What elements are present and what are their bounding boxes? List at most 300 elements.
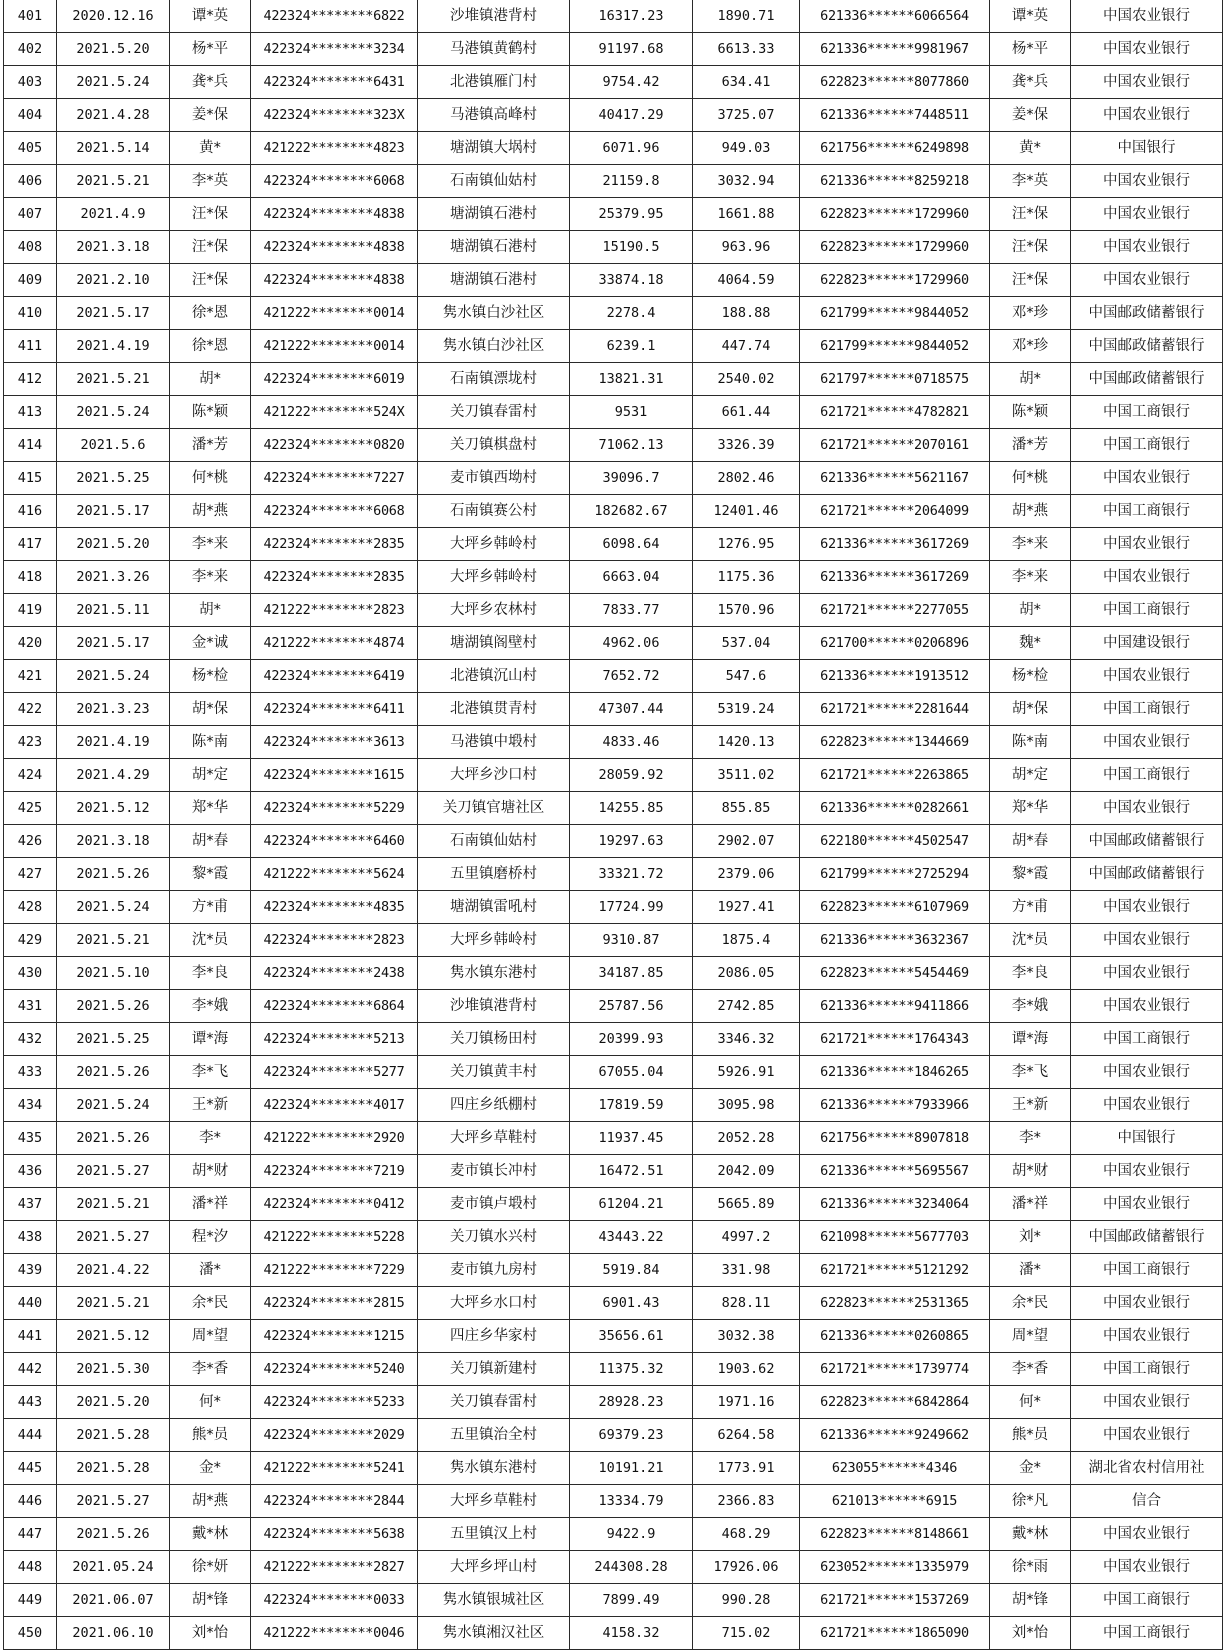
account-holder-cell: 陈*南 <box>990 726 1071 759</box>
name-cell: 程*汐 <box>170 1221 251 1254</box>
amount-cell: 34187.85 <box>570 957 693 990</box>
bank-cell: 中国农业银行 <box>1071 528 1223 561</box>
name-cell: 汪*保 <box>170 264 251 297</box>
row-number-cell: 412 <box>4 363 57 396</box>
id-number-cell: 422324********323X <box>251 99 418 132</box>
address-cell: 五里镇磨桥村 <box>418 858 570 891</box>
amount-cell: 11937.45 <box>570 1122 693 1155</box>
table-row <box>4 627 1223 660</box>
account-number-cell: 622823******6107969 <box>800 891 990 924</box>
id-number-cell: 422324********6864 <box>251 990 418 1023</box>
subsidy-cell: 2540.02 <box>693 363 800 396</box>
amount-cell: 25379.95 <box>570 198 693 231</box>
date-cell: 2021.5.12 <box>57 1320 170 1353</box>
table-row <box>4 462 1223 495</box>
id-number-cell: 422324********2835 <box>251 528 418 561</box>
subsidy-cell: 1971.16 <box>693 1386 800 1419</box>
address-cell: 关刀镇杨田村 <box>418 1023 570 1056</box>
address-cell: 隽水镇东港村 <box>418 957 570 990</box>
row-number-cell: 430 <box>4 957 57 990</box>
amount-cell: 13821.31 <box>570 363 693 396</box>
account-holder-cell: 金* <box>990 1452 1071 1485</box>
date-cell: 2021.5.20 <box>57 528 170 561</box>
id-number-cell: 422324********0412 <box>251 1188 418 1221</box>
account-number-cell: 621098******5677703 <box>800 1221 990 1254</box>
date-cell: 2021.5.11 <box>57 594 170 627</box>
table-row <box>4 297 1223 330</box>
name-cell: 谭*英 <box>170 0 251 33</box>
table-row <box>4 66 1223 99</box>
account-holder-cell: 熊*员 <box>990 1419 1071 1452</box>
date-cell: 2021.5.26 <box>57 1122 170 1155</box>
name-cell: 龚*兵 <box>170 66 251 99</box>
date-cell: 2021.5.26 <box>57 990 170 1023</box>
address-cell: 五里镇治全村 <box>418 1419 570 1452</box>
bank-cell: 中国工商银行 <box>1071 759 1223 792</box>
name-cell: 陈*颖 <box>170 396 251 429</box>
row-number-cell: 438 <box>4 1221 57 1254</box>
amount-cell: 2278.4 <box>570 297 693 330</box>
address-cell: 北港镇雁门村 <box>418 66 570 99</box>
name-cell: 胡* <box>170 594 251 627</box>
table-row <box>4 1056 1223 1089</box>
bank-cell: 中国工商银行 <box>1071 1023 1223 1056</box>
address-cell: 麦市镇九房村 <box>418 1254 570 1287</box>
row-number-cell: 437 <box>4 1188 57 1221</box>
amount-cell: 9531 <box>570 396 693 429</box>
date-cell: 2020.12.16 <box>57 0 170 33</box>
account-holder-cell: 刘* <box>990 1221 1071 1254</box>
name-cell: 李*来 <box>170 528 251 561</box>
row-number-cell: 431 <box>4 990 57 1023</box>
date-cell: 2021.2.10 <box>57 264 170 297</box>
amount-cell: 10191.21 <box>570 1452 693 1485</box>
name-cell: 胡*保 <box>170 693 251 726</box>
row-number-cell: 426 <box>4 825 57 858</box>
account-number-cell: 622823******1729960 <box>800 198 990 231</box>
row-number-cell: 427 <box>4 858 57 891</box>
id-number-cell: 422324********2815 <box>251 1287 418 1320</box>
bank-cell: 中国农业银行 <box>1071 165 1223 198</box>
row-number-cell: 433 <box>4 1056 57 1089</box>
table-row <box>4 0 1223 33</box>
bank-cell: 中国农业银行 <box>1071 924 1223 957</box>
id-number-cell: 422324********6068 <box>251 165 418 198</box>
account-holder-cell: 汪*保 <box>990 231 1071 264</box>
amount-cell: 6901.43 <box>570 1287 693 1320</box>
row-number-cell: 434 <box>4 1089 57 1122</box>
bank-cell: 中国农业银行 <box>1071 891 1223 924</box>
table-row <box>4 1287 1223 1320</box>
account-number-cell: 621336******0282661 <box>800 792 990 825</box>
account-holder-cell: 李* <box>990 1122 1071 1155</box>
amount-cell: 11375.32 <box>570 1353 693 1386</box>
address-cell: 隽水镇东港村 <box>418 1452 570 1485</box>
row-number-cell: 424 <box>4 759 57 792</box>
table-row <box>4 825 1223 858</box>
subsidy-cell: 963.96 <box>693 231 800 264</box>
id-number-cell: 422324********6068 <box>251 495 418 528</box>
table-row <box>4 1320 1223 1353</box>
address-cell: 五里镇汉上村 <box>418 1518 570 1551</box>
address-cell: 关刀镇黄丰村 <box>418 1056 570 1089</box>
row-number-cell: 449 <box>4 1584 57 1617</box>
table-row <box>4 528 1223 561</box>
date-cell: 2021.5.28 <box>57 1419 170 1452</box>
address-cell: 塘湖镇石港村 <box>418 264 570 297</box>
id-number-cell: 422324********7219 <box>251 1155 418 1188</box>
id-number-cell: 422324********5233 <box>251 1386 418 1419</box>
table-row <box>4 1188 1223 1221</box>
subsidy-cell: 1903.62 <box>693 1353 800 1386</box>
date-cell: 2021.5.28 <box>57 1452 170 1485</box>
subsidy-cell: 3346.32 <box>693 1023 800 1056</box>
date-cell: 2021.5.24 <box>57 891 170 924</box>
name-cell: 姜*保 <box>170 99 251 132</box>
name-cell: 胡*锋 <box>170 1584 251 1617</box>
table-row <box>4 429 1223 462</box>
account-number-cell: 621721******1764343 <box>800 1023 990 1056</box>
account-number-cell: 621721******1739774 <box>800 1353 990 1386</box>
amount-cell: 43443.22 <box>570 1221 693 1254</box>
date-cell: 2021.3.18 <box>57 231 170 264</box>
bank-cell: 中国农业银行 <box>1071 198 1223 231</box>
table-row <box>4 33 1223 66</box>
name-cell: 金* <box>170 1452 251 1485</box>
id-number-cell: 422324********5229 <box>251 792 418 825</box>
id-number-cell: 421222********4823 <box>251 132 418 165</box>
date-cell: 2021.4.19 <box>57 330 170 363</box>
account-holder-cell: 何* <box>990 1386 1071 1419</box>
name-cell: 胡*春 <box>170 825 251 858</box>
subsidy-cell: 1276.95 <box>693 528 800 561</box>
date-cell: 2021.5.27 <box>57 1221 170 1254</box>
subsidy-cell: 12401.46 <box>693 495 800 528</box>
table-row <box>4 1089 1223 1122</box>
row-number-cell: 409 <box>4 264 57 297</box>
table-row <box>4 1155 1223 1188</box>
bank-cell: 中国邮政储蓄银行 <box>1071 1221 1223 1254</box>
account-holder-cell: 谭*英 <box>990 0 1071 33</box>
table-row <box>4 957 1223 990</box>
address-cell: 关刀镇棋盘村 <box>418 429 570 462</box>
account-holder-cell: 李*来 <box>990 528 1071 561</box>
account-holder-cell: 胡*春 <box>990 825 1071 858</box>
address-cell: 隽水镇银城社区 <box>418 1584 570 1617</box>
account-holder-cell: 陈*颖 <box>990 396 1071 429</box>
date-cell: 2021.4.29 <box>57 759 170 792</box>
id-number-cell: 422324********4838 <box>251 198 418 231</box>
row-number-cell: 416 <box>4 495 57 528</box>
row-number-cell: 418 <box>4 561 57 594</box>
account-number-cell: 621700******0206896 <box>800 627 990 660</box>
subsidy-cell: 3326.39 <box>693 429 800 462</box>
amount-cell: 9310.87 <box>570 924 693 957</box>
name-cell: 李*香 <box>170 1353 251 1386</box>
bank-cell: 中国工商银行 <box>1071 495 1223 528</box>
address-cell: 塘湖镇雷吼村 <box>418 891 570 924</box>
table-row <box>4 264 1223 297</box>
name-cell: 胡*燕 <box>170 1485 251 1518</box>
row-number-cell: 441 <box>4 1320 57 1353</box>
row-number-cell: 404 <box>4 99 57 132</box>
bank-cell: 中国农业银行 <box>1071 1551 1223 1584</box>
account-number-cell: 621721******5121292 <box>800 1254 990 1287</box>
date-cell: 2021.5.24 <box>57 1089 170 1122</box>
row-number-cell: 403 <box>4 66 57 99</box>
row-number-cell: 435 <box>4 1122 57 1155</box>
account-holder-cell: 潘*芳 <box>990 429 1071 462</box>
amount-cell: 4158.32 <box>570 1617 693 1650</box>
name-cell: 潘*祥 <box>170 1188 251 1221</box>
address-cell: 马港镇中塅村 <box>418 726 570 759</box>
address-cell: 隽水镇湘汉社区 <box>418 1617 570 1650</box>
subsidy-cell: 3032.94 <box>693 165 800 198</box>
id-number-cell: 421222********0014 <box>251 297 418 330</box>
date-cell: 2021.3.18 <box>57 825 170 858</box>
bank-cell: 中国农业银行 <box>1071 792 1223 825</box>
amount-cell: 40417.29 <box>570 99 693 132</box>
address-cell: 隽水镇白沙社区 <box>418 297 570 330</box>
subsidy-cell: 3725.07 <box>693 99 800 132</box>
account-number-cell: 622823******1729960 <box>800 264 990 297</box>
subsidy-cell: 1570.96 <box>693 594 800 627</box>
row-number-cell: 439 <box>4 1254 57 1287</box>
bank-cell: 中国农业银行 <box>1071 1518 1223 1551</box>
date-cell: 2021.5.27 <box>57 1485 170 1518</box>
subsidy-cell: 2742.85 <box>693 990 800 1023</box>
name-cell: 杨*检 <box>170 660 251 693</box>
amount-cell: 6071.96 <box>570 132 693 165</box>
bank-cell: 中国农业银行 <box>1071 462 1223 495</box>
table-row <box>4 132 1223 165</box>
account-number-cell: 621756******8907818 <box>800 1122 990 1155</box>
address-cell: 麦市镇卢塅村 <box>418 1188 570 1221</box>
account-holder-cell: 谭*海 <box>990 1023 1071 1056</box>
date-cell: 2021.5.20 <box>57 33 170 66</box>
address-cell: 大坪乡沙口村 <box>418 759 570 792</box>
id-number-cell: 421222********524X <box>251 396 418 429</box>
subsidy-cell: 5319.24 <box>693 693 800 726</box>
table-row <box>4 99 1223 132</box>
address-cell: 北港镇贯青村 <box>418 693 570 726</box>
name-cell: 胡*燕 <box>170 495 251 528</box>
bank-cell: 中国建设银行 <box>1071 627 1223 660</box>
name-cell: 方*甫 <box>170 891 251 924</box>
subsidy-cell: 447.74 <box>693 330 800 363</box>
account-number-cell: 621799******2725294 <box>800 858 990 891</box>
name-cell: 李*来 <box>170 561 251 594</box>
subsidy-cell: 661.44 <box>693 396 800 429</box>
subsidy-cell: 17926.06 <box>693 1551 800 1584</box>
name-cell: 李*飞 <box>170 1056 251 1089</box>
id-number-cell: 421222********5241 <box>251 1452 418 1485</box>
amount-cell: 25787.56 <box>570 990 693 1023</box>
account-holder-cell: 胡* <box>990 594 1071 627</box>
amount-cell: 6098.64 <box>570 528 693 561</box>
account-number-cell: 621013******6915 <box>800 1485 990 1518</box>
amount-cell: 21159.8 <box>570 165 693 198</box>
amount-cell: 16317.23 <box>570 0 693 33</box>
address-cell: 关刀镇官塘社区 <box>418 792 570 825</box>
id-number-cell: 422324********0033 <box>251 1584 418 1617</box>
account-holder-cell: 李*来 <box>990 561 1071 594</box>
subsidy-cell: 1175.36 <box>693 561 800 594</box>
id-number-cell: 422324********2438 <box>251 957 418 990</box>
amount-cell: 69379.23 <box>570 1419 693 1452</box>
account-holder-cell: 胡*定 <box>990 759 1071 792</box>
account-holder-cell: 王*新 <box>990 1089 1071 1122</box>
account-holder-cell: 潘* <box>990 1254 1071 1287</box>
table-row <box>4 330 1223 363</box>
row-number-cell: 436 <box>4 1155 57 1188</box>
account-holder-cell: 潘*祥 <box>990 1188 1071 1221</box>
amount-cell: 35656.61 <box>570 1320 693 1353</box>
id-number-cell: 422324********6419 <box>251 660 418 693</box>
date-cell: 2021.5.26 <box>57 1518 170 1551</box>
table-row <box>4 231 1223 264</box>
address-cell: 关刀镇春雷村 <box>418 1386 570 1419</box>
date-cell: 2021.5.21 <box>57 363 170 396</box>
table-row <box>4 726 1223 759</box>
account-holder-cell: 李*香 <box>990 1353 1071 1386</box>
account-holder-cell: 周*望 <box>990 1320 1071 1353</box>
row-number-cell: 408 <box>4 231 57 264</box>
account-holder-cell: 龚*兵 <box>990 66 1071 99</box>
bank-cell: 中国邮政储蓄银行 <box>1071 858 1223 891</box>
address-cell: 石南镇仙姑村 <box>418 825 570 858</box>
id-number-cell: 422324********4838 <box>251 264 418 297</box>
table-row <box>4 1419 1223 1452</box>
name-cell: 杨*平 <box>170 33 251 66</box>
address-cell: 麦市镇西坳村 <box>418 462 570 495</box>
amount-cell: 13334.79 <box>570 1485 693 1518</box>
subsidy-cell: 634.41 <box>693 66 800 99</box>
date-cell: 2021.5.10 <box>57 957 170 990</box>
amount-cell: 28059.92 <box>570 759 693 792</box>
subsidy-cell: 3511.02 <box>693 759 800 792</box>
name-cell: 汪*保 <box>170 198 251 231</box>
date-cell: 2021.5.21 <box>57 1287 170 1320</box>
subsidy-cell: 2802.46 <box>693 462 800 495</box>
account-holder-cell: 胡*燕 <box>990 495 1071 528</box>
account-holder-cell: 李*良 <box>990 957 1071 990</box>
row-number-cell: 407 <box>4 198 57 231</box>
subsidy-cell: 468.29 <box>693 1518 800 1551</box>
account-holder-cell: 魏* <box>990 627 1071 660</box>
name-cell: 李*英 <box>170 165 251 198</box>
bank-cell: 中国工商银行 <box>1071 594 1223 627</box>
date-cell: 2021.5.30 <box>57 1353 170 1386</box>
table-row <box>4 1254 1223 1287</box>
account-number-cell: 623052******1335979 <box>800 1551 990 1584</box>
date-cell: 2021.5.24 <box>57 396 170 429</box>
account-number-cell: 621336******3617269 <box>800 528 990 561</box>
amount-cell: 17819.59 <box>570 1089 693 1122</box>
address-cell: 隽水镇白沙社区 <box>418 330 570 363</box>
amount-cell: 19297.63 <box>570 825 693 858</box>
table-body <box>4 0 1223 1650</box>
id-number-cell: 422324********0820 <box>251 429 418 462</box>
id-number-cell: 422324********7227 <box>251 462 418 495</box>
bank-cell: 湖北省农村信用社 <box>1071 1452 1223 1485</box>
amount-cell: 9422.9 <box>570 1518 693 1551</box>
row-number-cell: 429 <box>4 924 57 957</box>
account-number-cell: 621799******9844052 <box>800 330 990 363</box>
row-number-cell: 447 <box>4 1518 57 1551</box>
name-cell: 汪*保 <box>170 231 251 264</box>
bank-cell: 中国农业银行 <box>1071 990 1223 1023</box>
account-number-cell: 621336******7933966 <box>800 1089 990 1122</box>
date-cell: 2021.4.22 <box>57 1254 170 1287</box>
name-cell: 余*民 <box>170 1287 251 1320</box>
table-row <box>4 1452 1223 1485</box>
date-cell: 2021.5.26 <box>57 858 170 891</box>
bank-cell: 中国邮政储蓄银行 <box>1071 825 1223 858</box>
table-row <box>4 1353 1223 1386</box>
bank-cell: 中国邮政储蓄银行 <box>1071 297 1223 330</box>
amount-cell: 7652.72 <box>570 660 693 693</box>
id-number-cell: 422324********3234 <box>251 33 418 66</box>
date-cell: 2021.06.10 <box>57 1617 170 1650</box>
date-cell: 2021.06.07 <box>57 1584 170 1617</box>
id-number-cell: 422324********5638 <box>251 1518 418 1551</box>
bank-cell: 中国银行 <box>1071 1122 1223 1155</box>
id-number-cell: 422324********1615 <box>251 759 418 792</box>
bank-cell: 中国农业银行 <box>1071 99 1223 132</box>
name-cell: 王*新 <box>170 1089 251 1122</box>
name-cell: 郑*华 <box>170 792 251 825</box>
address-cell: 马港镇黄鹤村 <box>418 33 570 66</box>
amount-cell: 17724.99 <box>570 891 693 924</box>
bank-cell: 中国工商银行 <box>1071 1353 1223 1386</box>
address-cell: 石南镇仙姑村 <box>418 165 570 198</box>
name-cell: 徐*恩 <box>170 297 251 330</box>
id-number-cell: 421222********0046 <box>251 1617 418 1650</box>
subsidy-cell: 331.98 <box>693 1254 800 1287</box>
table-row <box>4 165 1223 198</box>
row-number-cell: 410 <box>4 297 57 330</box>
address-cell: 大坪乡草鞋村 <box>418 1485 570 1518</box>
address-cell: 大坪乡水口村 <box>418 1287 570 1320</box>
bank-cell: 中国农业银行 <box>1071 1320 1223 1353</box>
account-holder-cell: 刘*怡 <box>990 1617 1071 1650</box>
subsidy-cell: 547.6 <box>693 660 800 693</box>
subsidy-cell: 4997.2 <box>693 1221 800 1254</box>
id-number-cell: 422324********1215 <box>251 1320 418 1353</box>
date-cell: 2021.5.27 <box>57 1155 170 1188</box>
table-row <box>4 693 1223 726</box>
bank-cell: 中国工商银行 <box>1071 429 1223 462</box>
amount-cell: 61204.21 <box>570 1188 693 1221</box>
address-cell: 关刀镇春雷村 <box>418 396 570 429</box>
amount-cell: 5919.84 <box>570 1254 693 1287</box>
account-number-cell: 621799******9844052 <box>800 297 990 330</box>
account-holder-cell: 杨*检 <box>990 660 1071 693</box>
row-number-cell: 411 <box>4 330 57 363</box>
table-row <box>4 198 1223 231</box>
bank-cell: 中国农业银行 <box>1071 231 1223 264</box>
account-holder-cell: 姜*保 <box>990 99 1071 132</box>
name-cell: 金*诚 <box>170 627 251 660</box>
name-cell: 徐*恩 <box>170 330 251 363</box>
bank-cell: 中国农业银行 <box>1071 1386 1223 1419</box>
account-number-cell: 621336******0260865 <box>800 1320 990 1353</box>
table-row <box>4 858 1223 891</box>
account-holder-cell: 黎*霞 <box>990 858 1071 891</box>
account-number-cell: 622823******1729960 <box>800 231 990 264</box>
date-cell: 2021.5.17 <box>57 297 170 330</box>
